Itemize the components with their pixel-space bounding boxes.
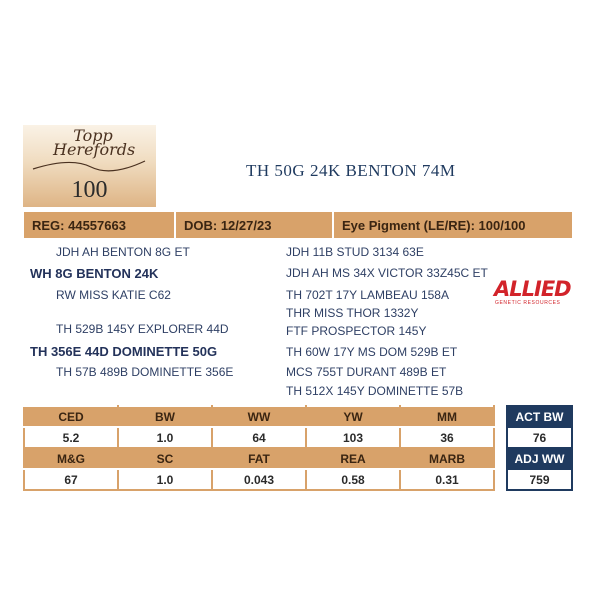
sire: WH 8G BENTON 24K (30, 266, 159, 281)
epd-value-row (24, 427, 494, 448)
pedigree-right-item: THR MISS THOR 1332Y (286, 306, 419, 320)
epd-header-cell: SC (118, 448, 212, 469)
epd-header-cell: WW (212, 406, 306, 427)
lot-header-box (23, 125, 156, 207)
pedigree-right-item: TH 60W 17Y MS DOM 529B ET (286, 345, 458, 359)
epd-value-cell: 36 (400, 427, 494, 448)
epd-header-cell: CED (24, 406, 118, 427)
adj-ww-value: 759 (507, 469, 572, 490)
date-of-birth: DOB: 12/27/23 (175, 211, 333, 239)
epd-header-row (24, 448, 494, 469)
epd-header-row (24, 406, 494, 427)
logo-line-1: Topp (73, 126, 113, 145)
pedigree-right-item: TH 512X 145Y DOMINETTE 57B (286, 384, 464, 398)
dam-dam: TH 57B 489B DOMINETTE 356E (56, 365, 234, 379)
epd-value-cell: 0.58 (306, 469, 400, 490)
pedigree-right-item: FTF PROSPECTOR 145Y (286, 324, 427, 338)
eye-pigment: Eye Pigment (LE/RE): 100/100 (333, 211, 573, 239)
pedigree-right-item: JDH AH MS 34X VICTOR 33Z45C ET (286, 266, 488, 280)
epd-value-cell: 1.0 (118, 469, 212, 490)
pedigree-right-item: MCS 755T DURANT 489B ET (286, 365, 447, 379)
dam-sire: TH 529B 145Y EXPLORER 44D (56, 322, 229, 336)
epd-value-cell: 64 (212, 427, 306, 448)
epd-header-cell: FAT (212, 448, 306, 469)
topp-herefords-logo (53, 126, 136, 159)
allied-logo-subtitle: GENETIC RESOURCES (495, 300, 561, 306)
act-bw-box (506, 405, 573, 449)
epd-table (23, 405, 495, 491)
epd-header-cell: MARB (400, 448, 494, 469)
logo-line-2: Herefords (53, 140, 136, 159)
epd-header-cell: M&G (24, 448, 118, 469)
logo-swoosh-icon (31, 155, 147, 175)
animal-name: TH 50G 24K BENTON 74M (246, 161, 456, 180)
epd-header-cell: REA (306, 448, 400, 469)
pedigree-right-item: TH 702T 17Y LAMBEAU 158A (286, 288, 449, 302)
epd-header-cell: YW (306, 406, 400, 427)
adj-ww-label: ADJ WW (507, 448, 572, 469)
epd-value-cell: 67 (24, 469, 118, 490)
epd-header-cell: BW (118, 406, 212, 427)
pedigree-right-item: JDH 11B STUD 3134 63E (286, 245, 424, 259)
registration-number: REG: 44557663 (23, 211, 175, 239)
sire-sire: JDH AH BENTON 8G ET (56, 245, 190, 259)
lot-number: 100 (71, 177, 108, 203)
epd-value-cell: 0.31 (400, 469, 494, 490)
epd-value-row (24, 469, 494, 490)
epd-value-cell: 1.0 (118, 427, 212, 448)
adj-ww-box (506, 447, 573, 491)
act-bw-value: 76 (507, 427, 572, 448)
act-bw-label: ACT BW (507, 406, 572, 427)
epd-value-cell: 103 (306, 427, 400, 448)
allied-genetic-resources-logo (494, 278, 572, 308)
allied-logo-word: ALLIED (494, 277, 571, 301)
sire-dam: RW MISS KATIE C62 (56, 288, 171, 302)
epd-value-cell: 0.043 (212, 469, 306, 490)
registration-info-bar (23, 211, 573, 239)
epd-value-cell: 5.2 (24, 427, 118, 448)
dam: TH 356E 44D DOMINETTE 50G (30, 344, 218, 359)
epd-header-cell: MM (400, 406, 494, 427)
